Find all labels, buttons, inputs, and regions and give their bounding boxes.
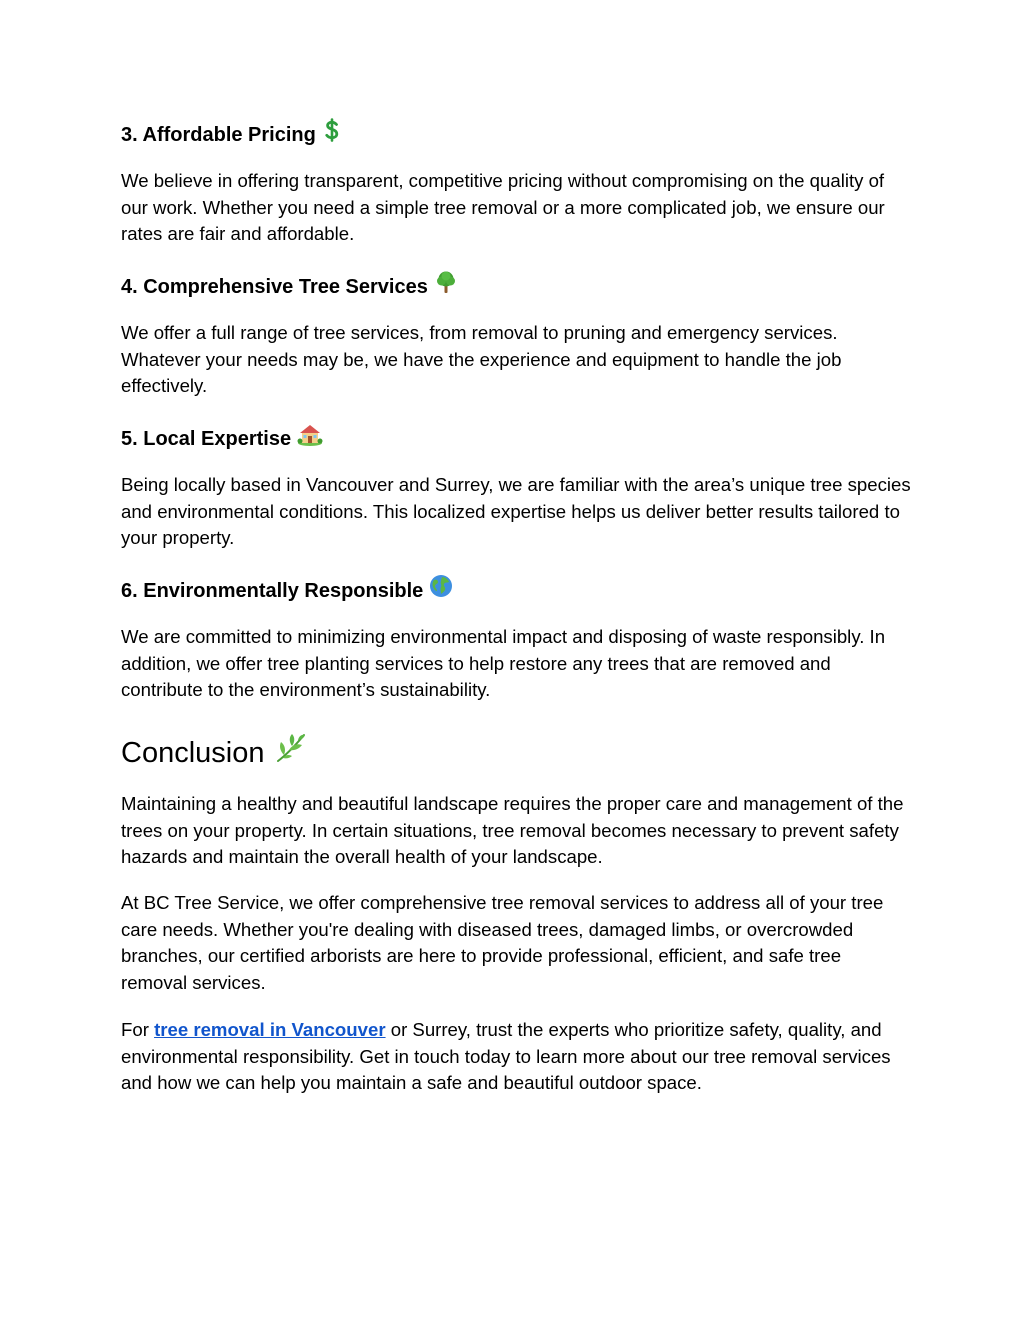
section-heading-text: 5. Local Expertise: [121, 427, 292, 450]
section-heading-comprehensive-tree-services: [121, 272, 458, 303]
paragraph-text: or Surrey, trust the experts who prioritize safety, quality, and environmental responsibility. Get in touch today to learn more about our tree removal services and how we can help you maintain a safe and beautiful outdoor space.: [121, 1019, 891, 1093]
section-heading-environmentally-responsible: [121, 576, 453, 607]
conclusion-paragraph-final: [121, 1017, 911, 1097]
section-body: We offer a full range of tree services, from removal to pruning and emergency services. Whatever your needs may be, we have the experience and equipment to handle the job effectively.: [121, 322, 842, 396]
section-body: We believe in offering transparent, competitive pricing without compromising on the quality of our work. Whether you need a simple tree removal or a more complicated job, we ensure our rates are fair and affordable.: [121, 170, 885, 244]
section-heading-text: 3. Affordable Pricing: [121, 123, 316, 146]
house-with-garden-icon: [297, 422, 323, 453]
conclusion-paragraph: At BC Tree Service, we offer comprehensive tree removal services to address all of your tree care needs. Whether you're dealing with diseased trees, damaged limbs, or overcrowded branches, our certified arborists are here to provide professional, efficient, and safe tree removal services.: [121, 892, 884, 993]
section-body: Being locally based in Vancouver and Surrey, we are familiar with the area’s unique tree species and environmental conditions. This localized expertise helps us deliver better results tailored to your property.: [121, 474, 911, 548]
conclusion-paragraph: Maintaining a healthy and beautiful landscape requires the proper care and management of the trees on your property. In certain situations, tree removal becomes necessary to prevent safety hazards and maintain the overall health of your landscape.: [121, 793, 904, 867]
paragraph-text: For: [121, 1019, 155, 1040]
tree-removal-vancouver-link[interactable]: tree removal in Vancouver: [154, 1019, 386, 1040]
conclusion-heading-text: Conclusion: [121, 737, 265, 770]
globe-icon: [429, 574, 453, 605]
section-heading-affordable-pricing: [121, 120, 342, 151]
section-heading-local-expertise: [121, 424, 323, 455]
tree-icon: [434, 270, 458, 301]
section-heading-text: 6. Environmentally Responsible: [121, 579, 424, 602]
section-body: We are committed to minimizing environmental impact and disposing of waste responsibly. In addition, we offer tree planting services to help restore any trees that are removed and contribute to the environment’s sustainability.: [121, 626, 886, 700]
dollar-sign-icon: [322, 118, 342, 149]
herb-leaf-icon: [274, 731, 308, 774]
conclusion-heading: [121, 733, 308, 776]
section-heading-text: 4. Comprehensive Tree Services: [121, 275, 428, 298]
